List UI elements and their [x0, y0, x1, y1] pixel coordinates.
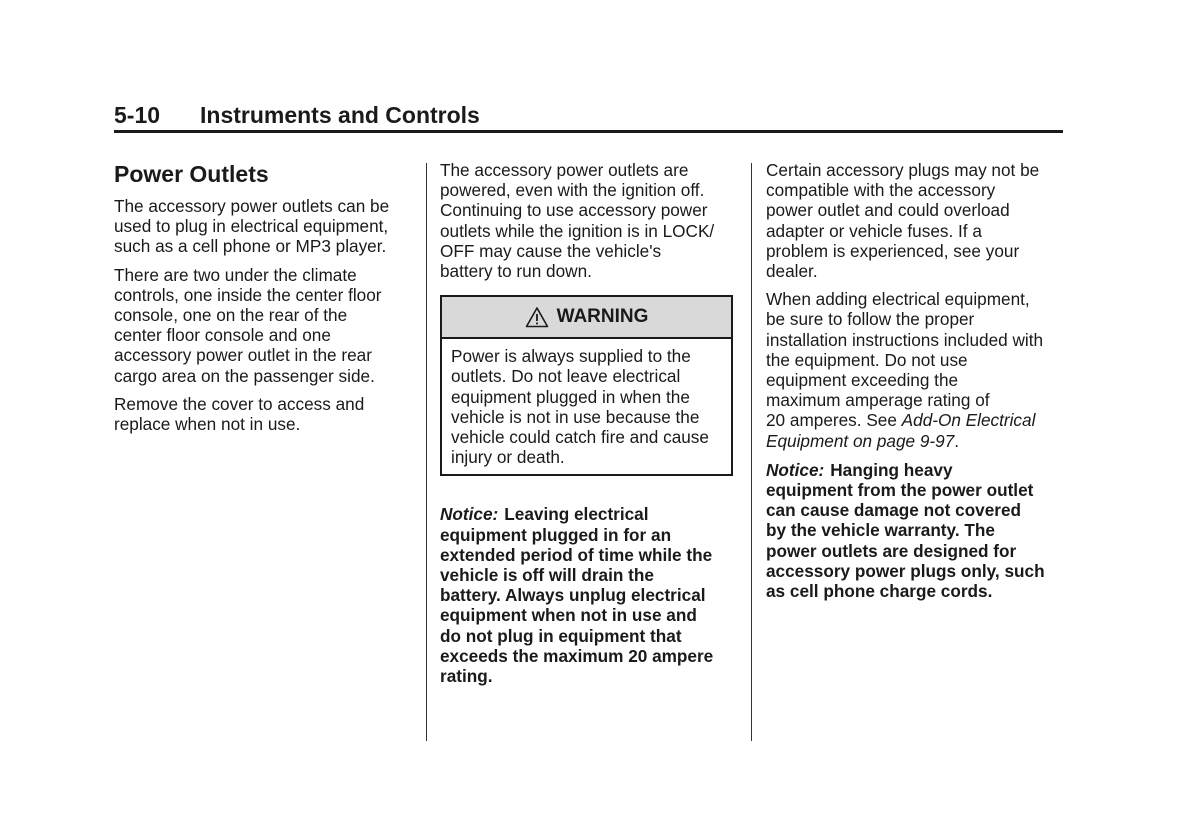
- column-1: [114, 160, 414, 442]
- text-line: can cause damage not covered: [766, 500, 1022, 521]
- warning-box: [440, 295, 733, 476]
- text-line: by the vehicle warranty. The: [766, 520, 995, 541]
- column-3: [766, 160, 1066, 601]
- text-line: accessory power plugs only, such: [766, 560, 1045, 581]
- warning-triangle-icon: [525, 306, 549, 328]
- text-line: adapter or vehicle fuses. If a: [766, 220, 982, 241]
- text-line: do not plug in equipment that: [440, 625, 682, 646]
- text-line: controls, one inside the center floor: [114, 284, 382, 305]
- notice-block: [440, 504, 740, 686]
- text-line: the equipment. Do not use: [766, 349, 968, 370]
- text-line: installation instructions included with: [766, 329, 1044, 350]
- text-line: such as a cell phone or MP3 player.: [114, 236, 387, 257]
- text-line: extended period of time while the: [440, 544, 713, 565]
- column-divider: [426, 163, 427, 741]
- text-line: equipment from the power outlet: [766, 480, 1034, 501]
- paragraph: [114, 265, 414, 386]
- text-line: battery. Always unplug electrical: [440, 585, 706, 606]
- text-line: [766, 431, 1066, 451]
- warning-title: WARNING: [556, 306, 649, 328]
- text-line: compatible with the accessory: [766, 180, 996, 201]
- text-line: [440, 504, 740, 524]
- notice-label: Notice:: [440, 504, 499, 525]
- text-line: When adding electrical equipment,: [766, 289, 1030, 310]
- text-line: powered, even with the ignition off.: [440, 180, 705, 201]
- section-heading: Power Outlets: [114, 161, 269, 187]
- text-line: dealer.: [766, 261, 818, 282]
- text-line: battery to run down.: [440, 261, 592, 282]
- text-line: Certain accessory plugs may not be: [766, 160, 1040, 180]
- warning-text: [442, 339, 731, 474]
- cross-reference-link[interactable]: Equipment on page 9-97: [766, 430, 955, 451]
- text-line: power outlets are designed for: [766, 540, 1017, 561]
- text-line: There are two under the climate: [114, 264, 357, 285]
- text-line: The accessory power outlets can be: [114, 196, 390, 216]
- text-line: [766, 410, 1066, 430]
- text-line: outlets while the ignition is in LOCK/: [440, 220, 715, 241]
- text-line: problem is experienced, see your: [766, 240, 1020, 261]
- page-header: [114, 100, 1063, 133]
- text-line: rating.: [440, 666, 493, 687]
- text-line: [766, 460, 1066, 480]
- text-line: equipment when not in use and: [440, 605, 697, 626]
- text-line: The accessory power outlets are: [440, 160, 689, 180]
- text-line: power outlet and could overload: [766, 200, 1010, 221]
- text-line: Continuing to use accessory power: [440, 200, 708, 221]
- text-line: equipment plugged in when the: [451, 386, 690, 407]
- reference-prefix: 20 amperes. See: [766, 410, 902, 431]
- cross-reference-link[interactable]: Add-On Electrical: [901, 410, 1036, 431]
- text-line: Remove the cover to access and: [114, 393, 365, 414]
- text-line: OFF may cause the vehicle's: [440, 240, 662, 261]
- section-title: Instruments and Controls: [200, 102, 480, 128]
- text-line: equipment plugged in for an: [440, 524, 672, 545]
- text-line: center floor console and one: [114, 325, 331, 346]
- text-line: replace when not in use.: [114, 414, 301, 435]
- reference-end: .: [954, 430, 960, 451]
- text-line: vehicle could catch fire and cause: [451, 427, 709, 448]
- text-line: maximum amperage rating of: [766, 390, 990, 411]
- paragraph: [440, 160, 740, 281]
- text-line: as cell phone charge cords.: [766, 581, 993, 602]
- text-line: cargo area on the passenger side.: [114, 365, 375, 386]
- column-divider: [751, 163, 752, 741]
- text-line: Power is always supplied to the: [451, 346, 691, 367]
- paragraph: [766, 160, 1066, 281]
- text-line: outlets. Do not leave electrical: [451, 366, 681, 387]
- notice-text: Leaving electrical: [504, 504, 649, 525]
- column-2: [440, 160, 740, 686]
- page-number: 5-10: [114, 102, 161, 128]
- text-line: vehicle is not in use because the: [451, 406, 700, 427]
- text-line: be sure to follow the proper: [766, 309, 975, 330]
- paragraph: [766, 289, 1066, 451]
- notice-label: Notice:: [766, 459, 825, 480]
- notice-text: Hanging heavy: [830, 459, 953, 480]
- text-line: equipment exceeding the: [766, 370, 959, 391]
- paragraph: [114, 394, 414, 434]
- notice-block: [766, 460, 1066, 601]
- paragraph: [114, 196, 414, 257]
- text-line: vehicle is off will drain the: [440, 565, 654, 586]
- warning-header: [442, 297, 731, 339]
- text-line: console, one on the rear of the: [114, 305, 348, 326]
- text-line: accessory power outlet in the rear: [114, 345, 372, 366]
- text-line: used to plug in electrical equipment,: [114, 216, 389, 237]
- text-line: exceeds the maximum 20 ampere: [440, 645, 714, 666]
- text-line: injury or death.: [451, 447, 565, 468]
